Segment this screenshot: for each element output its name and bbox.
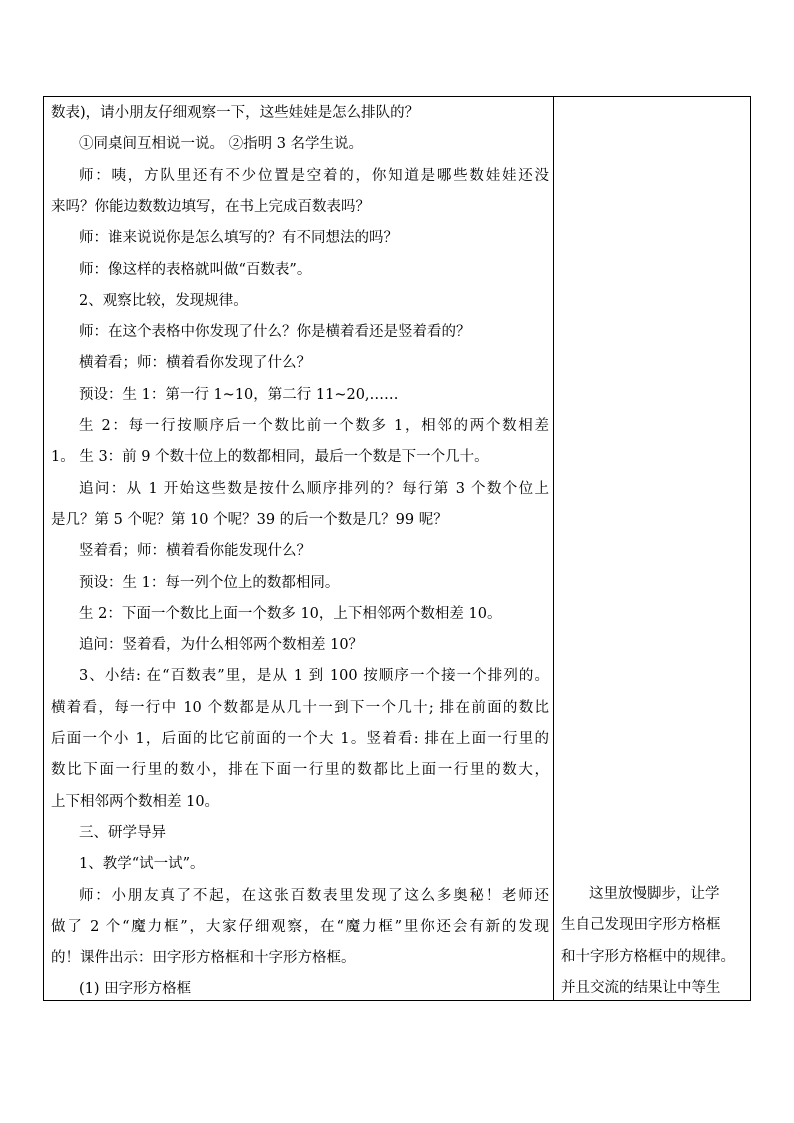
- note-line: 这里放慢脚步，让学: [589, 886, 720, 902]
- note-line: 生自己发现田字形方格框: [561, 917, 721, 934]
- content-line: 预设：生 1：第一行 1~10，第二行 11~20,……: [79, 386, 399, 403]
- content-line: 师：小朋友真了不起，在这张百数表里发现了这么多奥秘！老师还: [79, 887, 549, 904]
- content-line: 师：咦，方队里还有不少位置是空着的，你知道是哪些数娃娃还没: [79, 167, 549, 184]
- lesson-content-column: [44, 97, 554, 1000]
- content-line: 是几？第 5 个呢？第 10 个呢？39 的后一个数是几？99 呢？: [51, 511, 448, 528]
- content-line: 数表)，请小朋友仔细观察一下，这些娃娃是怎么排队的？: [51, 105, 420, 121]
- note-line: 和十字形方格框中的规律。: [561, 948, 735, 965]
- content-line: (1) 田字形方格框: [79, 981, 192, 998]
- lesson-table: [43, 96, 751, 1001]
- content-line: 1、教学“试一试”。: [79, 856, 205, 873]
- notes-column: [554, 97, 750, 1000]
- content-line: 后面一个小 1，后面的比它前面的一个大 1。竖着看: 排在上面一行里的: [51, 731, 549, 747]
- content-line: 预设：生 1：每一列个位上的数都相同。: [79, 574, 340, 591]
- content-line: 师：像这样的表格就叫做“百数表”。: [79, 261, 312, 278]
- content-line: 1。 生 3：前 9 个数十位上的数都相同，最后一个数是下一个几十。: [51, 449, 489, 466]
- content-line: 横着看；师：横着看你发现了什么？: [79, 355, 311, 372]
- content-line: 生 2：下面一个数比上面一个数多 10，上下相邻两个数相差 10。: [79, 605, 502, 622]
- content-line: 横着看，每一行中 10 个数都是从几十一到下一个几十; 排在前面的数比: [51, 699, 549, 716]
- content-line: 数比下面一行里的数小，排在下面一行里的数都比上面一行里的数大，: [51, 762, 549, 779]
- note-line: 并且交流的结果让中等生: [561, 979, 721, 996]
- content-line: 来吗？你能边数数边填写，在书上完成百数表吗？: [51, 198, 370, 215]
- content-line: 做了 2 个“魔力框”，大家仔细观察，在“魔力框”里你还会有新的发现: [51, 918, 549, 935]
- content-line: 三、研学导异: [79, 824, 166, 841]
- content-line: 生 2：每一行按顺序后一个数比前一个数多 1，相邻的两个数相差: [79, 418, 549, 434]
- content-line: 追问：从 1 开始这些数是按什么顺序排列的？每行第 3 个数个位上: [79, 480, 549, 497]
- content-line: ①同桌间互相说一说。 ②指明 3 名学生说。: [79, 136, 364, 153]
- content-line: 竖着看；师：横着看你能发现什么？: [79, 543, 311, 560]
- content-line: 3、小结: 在“百数表”里，是从 1 到 100 按顺序一个接一个排列的。: [79, 668, 549, 685]
- content-line: 追问：竖着看，为什么相邻两个数相差 10？: [79, 637, 364, 654]
- content-line: 的！课件出示：田字形方格框和十字形方格框。: [51, 950, 356, 967]
- content-line: 上下相邻两个数相差 10。: [51, 793, 220, 810]
- content-line: 师：谁来说说你是怎么填写的？有不同想法的吗？: [79, 230, 398, 247]
- content-line: 师：在这个表格中你发现了什么？你是横着看还是竖着看的？: [79, 324, 471, 341]
- content-line: 2、观察比较，发现规律。: [79, 292, 248, 309]
